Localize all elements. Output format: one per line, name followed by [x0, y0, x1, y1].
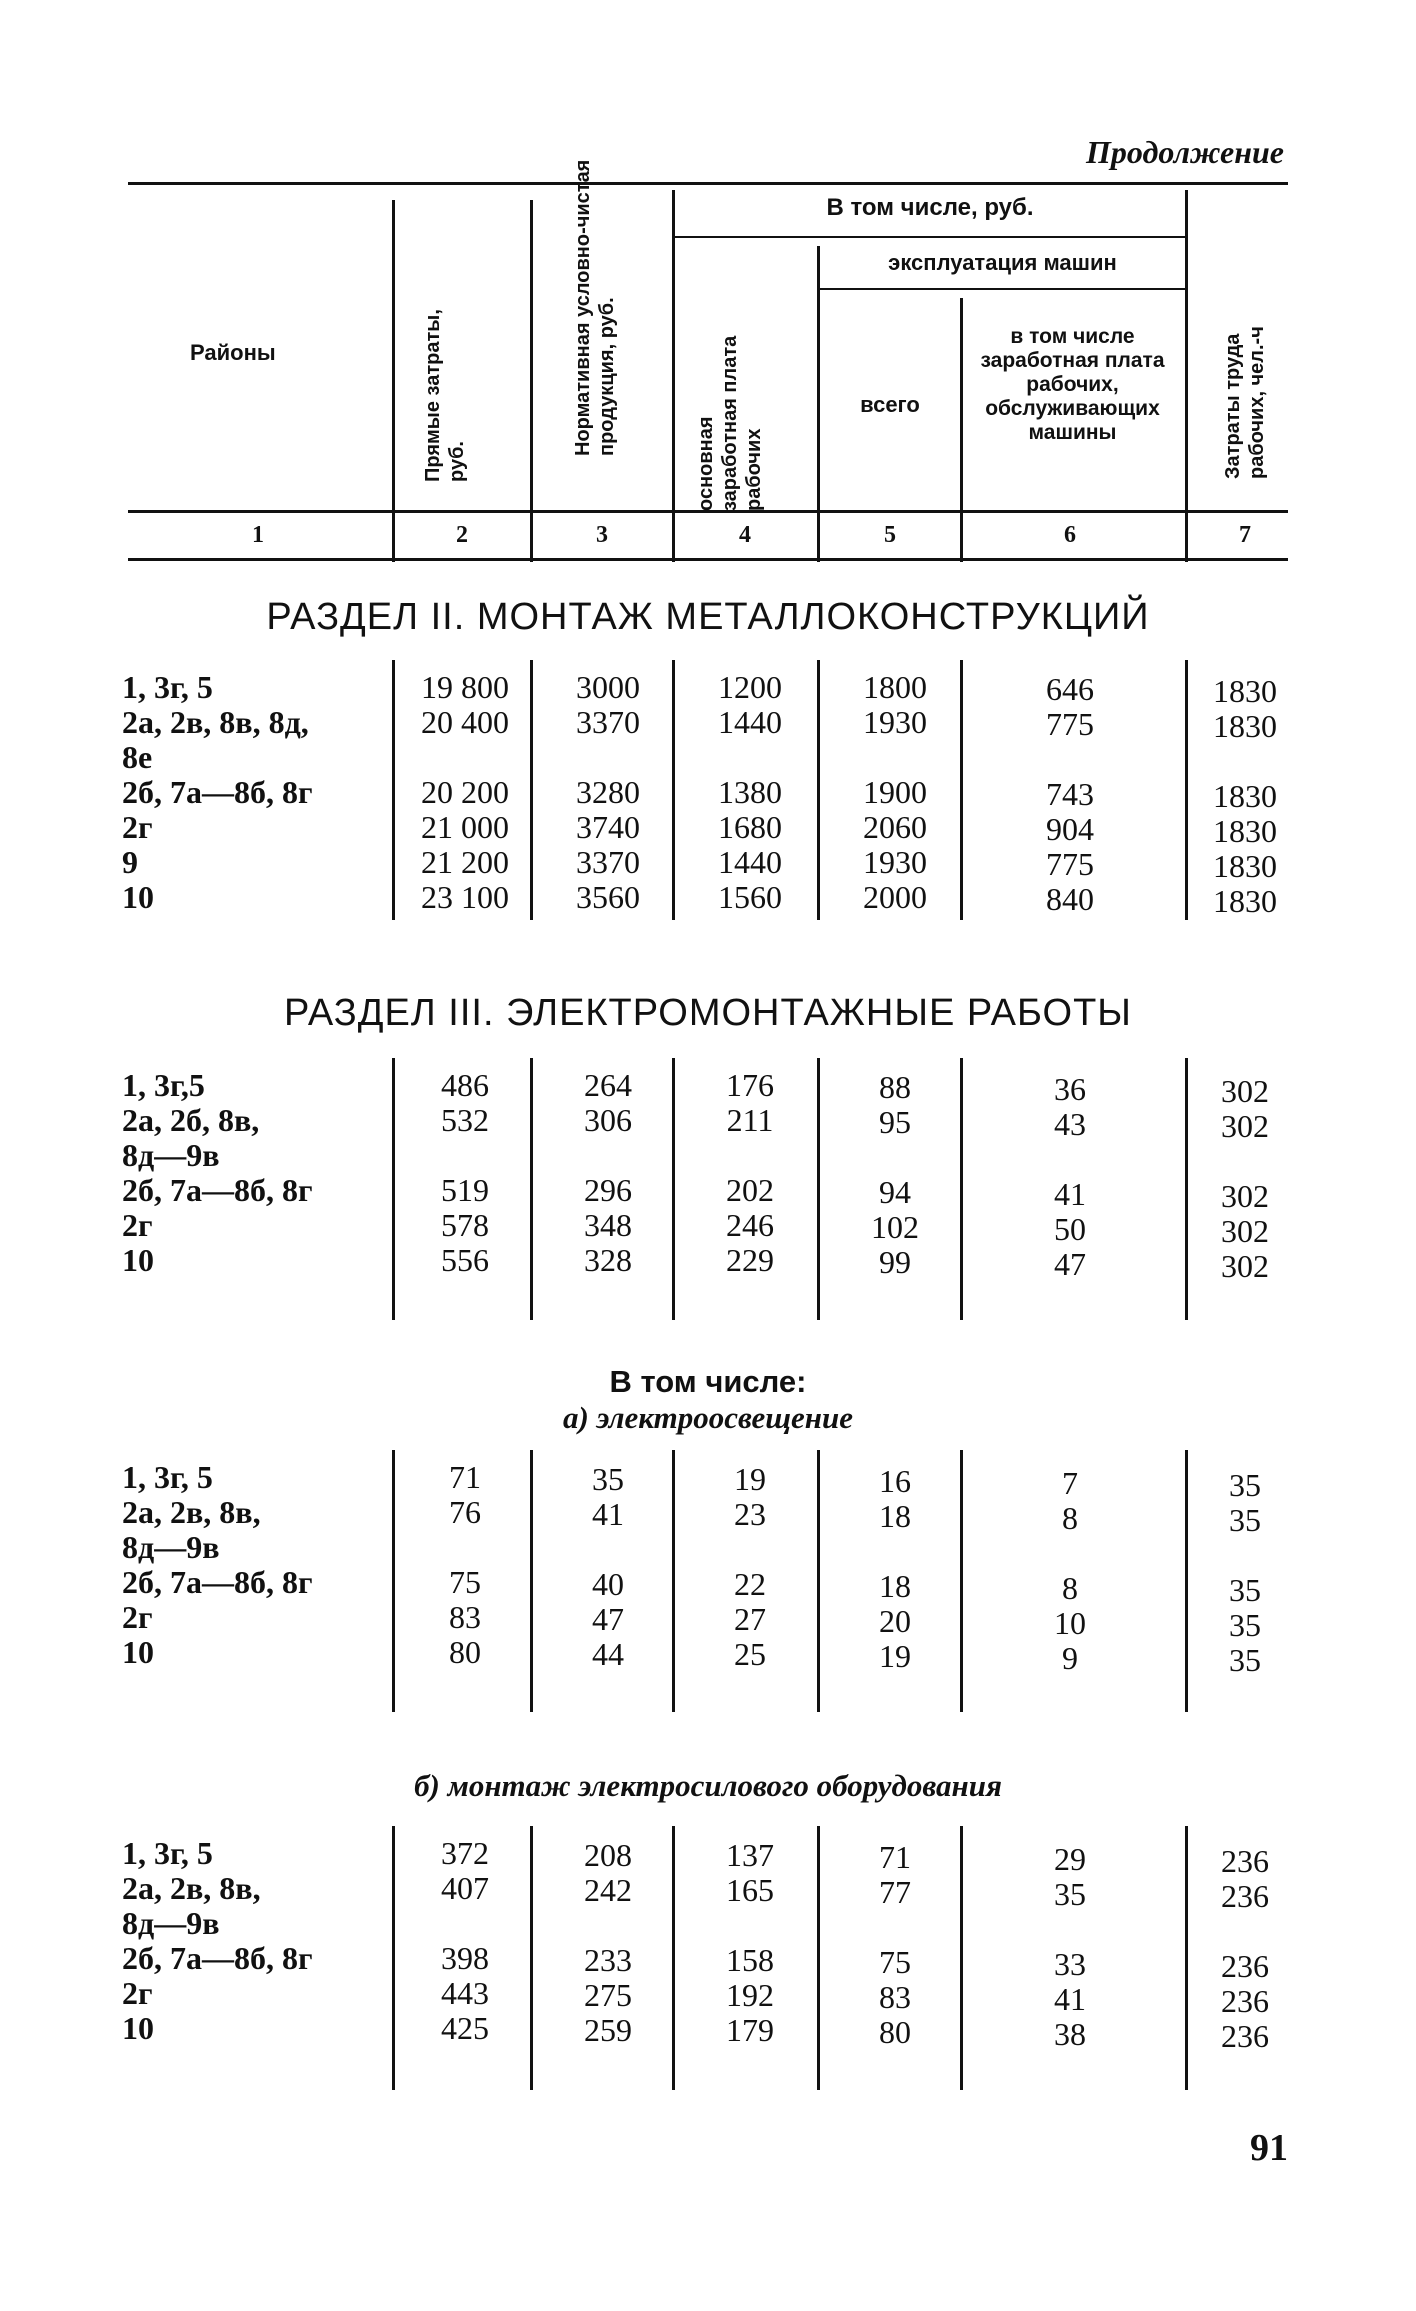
district-label: 8д—9в: [122, 1529, 220, 1565]
col-divider: [530, 1826, 533, 2090]
including-note: В том числе:: [609, 1364, 807, 1399]
cell-labor-costs: 1830: [1213, 813, 1277, 849]
cell-base-wages: 229: [726, 1242, 774, 1278]
cell-machine-total: 18: [879, 1568, 911, 1604]
cell-labor-costs: 302: [1221, 1108, 1269, 1144]
cell-net-output: 35: [592, 1461, 624, 1497]
cell-labor-costs: 35: [1229, 1607, 1261, 1643]
cell-base-wages: 1380: [718, 774, 782, 810]
col-divider: [1185, 190, 1188, 562]
cell-net-output: 3280: [576, 774, 640, 810]
cell-direct-costs: 425: [441, 2010, 489, 2046]
cell-machine-wages: 775: [1046, 706, 1094, 742]
cell-direct-costs: 21 200: [421, 844, 509, 880]
district-label: 2б, 7а—8б, 8г: [122, 1564, 313, 1600]
cell-labor-costs: 35: [1229, 1642, 1261, 1678]
district-label: 1, 3г, 5: [122, 1459, 213, 1495]
district-label: 2б, 7а—8б, 8г: [122, 1172, 313, 1208]
col-divider: [960, 298, 963, 562]
cell-base-wages: 176: [726, 1067, 774, 1103]
cell-net-output: 259: [584, 2012, 632, 2048]
cell-machine-total: 71: [879, 1839, 911, 1875]
cell-direct-costs: 556: [441, 1242, 489, 1278]
col-number: 2: [456, 522, 468, 548]
districts-header: Районы: [190, 340, 276, 365]
cell-labor-costs: 236: [1221, 1983, 1269, 2019]
col-divider: [672, 190, 675, 562]
cell-direct-costs: 75: [449, 1564, 481, 1600]
cell-machine-wages: 743: [1046, 776, 1094, 812]
cell-base-wages: 192: [726, 1977, 774, 2013]
district-label: 1, 3г, 5: [122, 1835, 213, 1871]
cell-direct-costs: 398: [441, 1940, 489, 1976]
section-title: РАЗДЕЛ II. МОНТАЖ МЕТАЛЛОКОНСТРУКЦИЙ: [266, 596, 1150, 638]
col-number: 6: [1064, 522, 1076, 548]
district-label: 2а, 2б, 8в,: [122, 1102, 260, 1138]
cell-machine-wages: 50: [1054, 1211, 1086, 1247]
cell-direct-costs: 519: [441, 1172, 489, 1208]
col-divider: [672, 660, 675, 920]
cell-net-output: 40: [592, 1566, 624, 1602]
cell-base-wages: 211: [726, 1102, 774, 1138]
cell-direct-costs: 71: [449, 1459, 481, 1495]
cell-net-output: 3740: [576, 809, 640, 845]
cell-machine-wages: 775: [1046, 846, 1094, 882]
cell-machine-wages: 35: [1054, 1876, 1086, 1912]
cell-net-output: 208: [584, 1837, 632, 1873]
cell-net-output: 3560: [576, 879, 640, 915]
col-divider: [530, 660, 533, 920]
cell-machine-wages: 38: [1054, 2016, 1086, 2052]
cell-labor-costs: 35: [1229, 1572, 1261, 1608]
cell-labor-costs: 302: [1221, 1073, 1269, 1109]
col-divider: [960, 660, 963, 920]
col-divider: [530, 200, 533, 562]
including-header: В том числе, руб.: [826, 194, 1034, 221]
cell-direct-costs: 372: [441, 1835, 489, 1871]
cell-direct-costs: 76: [449, 1494, 481, 1530]
col-divider: [392, 1826, 395, 2090]
cell-labor-costs: 1830: [1213, 848, 1277, 884]
base-wages-header: основная заработная плата рабочих: [695, 335, 765, 511]
district-label: 2а, 2в, 8в,: [122, 1870, 261, 1906]
district-label: 1, 3г,5: [122, 1067, 205, 1103]
cell-machine-total: 99: [879, 1244, 911, 1280]
cell-net-output: 41: [592, 1496, 624, 1532]
district-label: 2а, 2в, 8в, 8д,: [122, 704, 309, 740]
cell-labor-costs: 1830: [1213, 708, 1277, 744]
subsection-title: б) монтаж электросилового оборудования: [414, 1768, 1002, 1803]
district-label: 2б, 7а—8б, 8г: [122, 774, 313, 810]
cell-base-wages: 27: [734, 1601, 766, 1637]
section-title: РАЗДЕЛ III. ЭЛЕКТРОМОНТАЖНЫЕ РАБОТЫ: [284, 992, 1132, 1034]
cell-machine-total: 1900: [863, 774, 927, 810]
col-divider: [960, 1058, 963, 1320]
continuation-label: Продолжение: [1086, 134, 1284, 170]
cell-labor-costs: 302: [1221, 1178, 1269, 1214]
district-label: 8д—9в: [122, 1905, 220, 1941]
cell-labor-costs: 35: [1229, 1502, 1261, 1538]
cell-machine-wages: 7: [1062, 1465, 1078, 1501]
col-divider: [817, 660, 820, 920]
col-divider: [817, 1826, 820, 2090]
cell-machine-wages: 904: [1046, 811, 1094, 847]
direct-costs-header: Прямые затраты, руб.: [422, 309, 468, 482]
district-label: 2г: [122, 1599, 153, 1635]
machine-wages-header: в том числе заработная плата рабочих, обслуживающих машины: [980, 325, 1165, 444]
cell-net-output: 3000: [576, 669, 640, 705]
col-divider: [672, 1826, 675, 2090]
district-label: 2г: [122, 809, 153, 845]
cell-base-wages: 246: [726, 1207, 774, 1243]
cell-direct-costs: 407: [441, 1870, 489, 1906]
cell-base-wages: 202: [726, 1172, 774, 1208]
cell-machine-total: 1930: [863, 704, 927, 740]
cell-net-output: 296: [584, 1172, 632, 1208]
cell-machine-total: 19: [879, 1638, 911, 1674]
cell-machine-total: 1800: [863, 669, 927, 705]
district-label: 8д—9в: [122, 1137, 220, 1173]
district-label: 10: [122, 2010, 154, 2046]
machines-rule: [820, 288, 1185, 290]
cell-labor-costs: 236: [1221, 1843, 1269, 1879]
col-divider: [817, 1058, 820, 1320]
cell-base-wages: 22: [734, 1566, 766, 1602]
district-label: 2г: [122, 1975, 153, 2011]
cell-machine-total: 77: [879, 1874, 911, 1910]
cell-machine-total: 2060: [863, 809, 927, 845]
cell-direct-costs: 19 800: [421, 669, 509, 705]
cell-base-wages: 1200: [718, 669, 782, 705]
col-divider: [392, 1450, 395, 1712]
col-divider: [817, 1450, 820, 1712]
machine-operation-header: эксплуатация машин: [888, 250, 1117, 275]
number-row-rule: [128, 558, 1288, 561]
cell-base-wages: 1560: [718, 879, 782, 915]
cell-base-wages: 25: [734, 1636, 766, 1672]
cell-labor-costs: 1830: [1213, 883, 1277, 919]
cell-base-wages: 19: [734, 1461, 766, 1497]
cell-labor-costs: 302: [1221, 1248, 1269, 1284]
col-divider: [530, 1058, 533, 1320]
net-output-header: Нормативная условно-чистая продукция, руб.: [572, 159, 618, 456]
cell-labor-costs: 35: [1229, 1467, 1261, 1503]
cell-machine-wages: 43: [1054, 1106, 1086, 1142]
district-label: 8е: [122, 739, 153, 775]
cell-net-output: 3370: [576, 844, 640, 880]
cell-labor-costs: 236: [1221, 1948, 1269, 1984]
col-divider: [392, 200, 395, 562]
cell-machine-wages: 646: [1046, 671, 1094, 707]
cell-direct-costs: 83: [449, 1599, 481, 1635]
district-label: 10: [122, 1634, 154, 1670]
cell-net-output: 44: [592, 1636, 624, 1672]
col-divider: [392, 1058, 395, 1320]
cell-machine-wages: 840: [1046, 881, 1094, 917]
cell-base-wages: 1440: [718, 704, 782, 740]
cell-base-wages: 137: [726, 1837, 774, 1873]
district-label: 10: [122, 1242, 154, 1278]
col-divider: [960, 1450, 963, 1712]
cell-machine-total: 75: [879, 1944, 911, 1980]
cell-direct-costs: 20 400: [421, 704, 509, 740]
cell-labor-costs: 1830: [1213, 778, 1277, 814]
cell-machine-wages: 36: [1054, 1071, 1086, 1107]
district-label: 10: [122, 879, 154, 915]
cell-machine-wages: 33: [1054, 1946, 1086, 1982]
cell-direct-costs: 578: [441, 1207, 489, 1243]
district-label: 9: [122, 844, 138, 880]
cell-machine-total: 2000: [863, 879, 927, 915]
cell-direct-costs: 443: [441, 1975, 489, 2011]
cell-machine-total: 83: [879, 1979, 911, 2015]
cell-machine-total: 88: [879, 1069, 911, 1105]
cell-machine-wages: 9: [1062, 1640, 1078, 1676]
cell-machine-wages: 41: [1054, 1176, 1086, 1212]
including-rule: [675, 236, 1185, 238]
cell-net-output: 328: [584, 1242, 632, 1278]
cell-direct-costs: 20 200: [421, 774, 509, 810]
cell-direct-costs: 532: [441, 1102, 489, 1138]
cell-net-output: 233: [584, 1942, 632, 1978]
cell-direct-costs: 21 000: [421, 809, 509, 845]
district-label: 2г: [122, 1207, 153, 1243]
cell-direct-costs: 486: [441, 1067, 489, 1103]
col-divider: [960, 1826, 963, 2090]
col-divider: [530, 1450, 533, 1712]
cell-base-wages: 1440: [718, 844, 782, 880]
col-number: 1: [252, 522, 264, 548]
cell-machine-wages: 29: [1054, 1841, 1086, 1877]
cell-labor-costs: 302: [1221, 1213, 1269, 1249]
cell-machine-total: 95: [879, 1104, 911, 1140]
cell-machine-total: 16: [879, 1463, 911, 1499]
cell-machine-wages: 47: [1054, 1246, 1086, 1282]
cell-base-wages: 158: [726, 1942, 774, 1978]
district-label: 2а, 2в, 8в,: [122, 1494, 261, 1530]
cell-base-wages: 165: [726, 1872, 774, 1908]
cell-machine-total: 20: [879, 1603, 911, 1639]
district-label: 1, 3г, 5: [122, 669, 213, 705]
page-number: 91: [1250, 2127, 1288, 2169]
district-label: 2б, 7а—8б, 8г: [122, 1940, 313, 1976]
cell-labor-costs: 236: [1221, 1878, 1269, 1914]
cell-base-wages: 23: [734, 1496, 766, 1532]
col-number: 3: [596, 522, 608, 548]
cell-net-output: 306: [584, 1102, 632, 1138]
cell-net-output: 348: [584, 1207, 632, 1243]
cell-machine-wages: 41: [1054, 1981, 1086, 2017]
cell-machine-total: 1930: [863, 844, 927, 880]
cell-base-wages: 1680: [718, 809, 782, 845]
col-divider: [392, 660, 395, 920]
cell-direct-costs: 23 100: [421, 879, 509, 915]
subsection-title: а) электроосвещение: [562, 1400, 854, 1435]
cell-machine-total: 94: [879, 1174, 911, 1210]
col-number: 4: [739, 522, 751, 548]
col-divider: [672, 1058, 675, 1320]
machine-total-header: всего: [860, 392, 920, 417]
col-divider: [672, 1450, 675, 1712]
cell-machine-wages: 8: [1062, 1500, 1078, 1536]
cell-labor-costs: 236: [1221, 2018, 1269, 2054]
cell-net-output: 264: [584, 1067, 632, 1103]
cell-base-wages: 179: [726, 2012, 774, 2048]
labor-costs-header: Затраты труда рабочих, чел.-ч: [1222, 326, 1268, 479]
cell-net-output: 47: [592, 1601, 624, 1637]
cell-net-output: 242: [584, 1872, 632, 1908]
col-number: 5: [884, 522, 896, 548]
cell-machine-wages: 10: [1054, 1605, 1086, 1641]
col-number: 7: [1239, 522, 1251, 548]
cell-labor-costs: 1830: [1213, 673, 1277, 709]
cell-machine-total: 102: [871, 1209, 919, 1245]
cell-machine-wages: 8: [1062, 1570, 1078, 1606]
cell-net-output: 3370: [576, 704, 640, 740]
cell-direct-costs: 80: [449, 1634, 481, 1670]
header-top-rule: [128, 182, 1288, 185]
cell-net-output: 275: [584, 1977, 632, 2013]
cell-machine-total: 80: [879, 2014, 911, 2050]
cell-machine-total: 18: [879, 1498, 911, 1534]
